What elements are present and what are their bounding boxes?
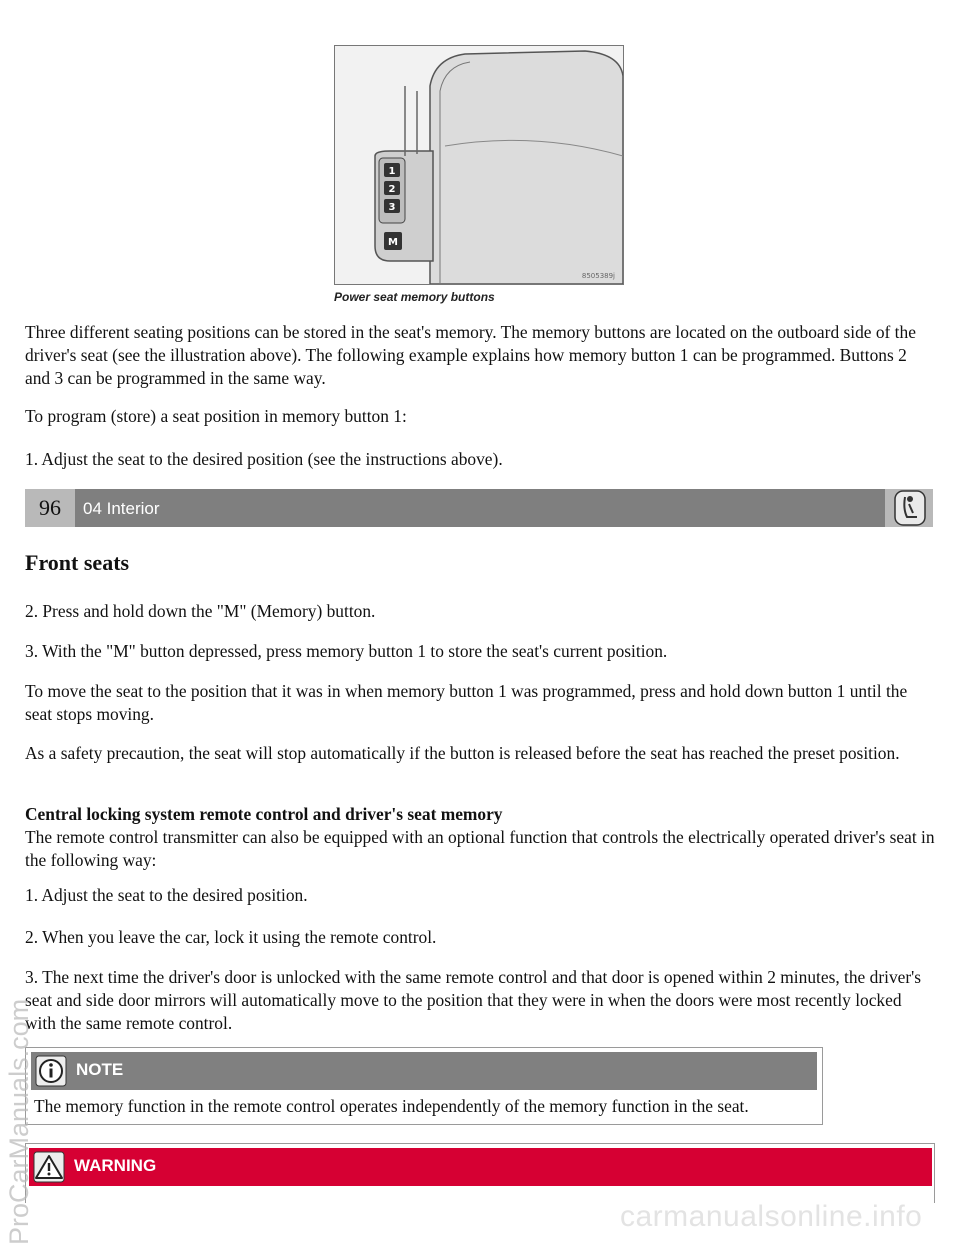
- memory-button-2: 2: [388, 184, 396, 195]
- warning-box: [25, 1143, 935, 1203]
- side-watermark: [0, 505, 40, 1245]
- chapter-icon-box: [885, 489, 933, 527]
- figure-code: 8505389j: [581, 272, 615, 280]
- seat-drawing: [335, 46, 623, 284]
- chapter-title: 04 Interior: [75, 489, 885, 527]
- memory-button-1: 1: [388, 166, 396, 177]
- note-text: The memory function in the remote control operates independently of the memory function in the seat.: [34, 1096, 749, 1116]
- side-watermark-text: ProCarManuals.com: [4, 998, 34, 1245]
- page-number: 96: [25, 489, 75, 527]
- seat-icon: [885, 489, 933, 527]
- remote-step-2: 2. When you leave the car, lock it using the remote control.: [25, 927, 437, 947]
- seat-memory-illustration: [334, 45, 624, 285]
- remote-step-3: 3. The next time the driver's door is unlocked with the same remote control and that door is opened within 2 minutes, the driver's seat and side door mirrors will automatically move to the position that they were in when the doors were most recently locked with the same remote control.: [25, 967, 922, 1033]
- warning-header: [29, 1148, 932, 1186]
- move-seat-paragraph: To move the seat to the position that it was in when memory button 1 was programmed, press and hold down button 1 until the seat stops moving.: [25, 681, 908, 724]
- step-1: 1. Adjust the seat to the desired position (see the instructions above).: [25, 449, 503, 469]
- step-3: 3. With the "M" button depressed, press memory button 1 to store the seat's current position.: [25, 641, 668, 661]
- warning-label: WARNING: [74, 1156, 157, 1175]
- note-header: [31, 1052, 817, 1090]
- remote-step-1: 1. Adjust the seat to the desired position.: [25, 885, 308, 905]
- bottom-watermark: carmanualsonline.info: [620, 1200, 923, 1233]
- remote-subheading: Central locking system remote control and driver's seat memory: [25, 804, 503, 824]
- remote-section: [25, 803, 935, 872]
- program-instruction: To program (store) a seat position in memory button 1:: [25, 406, 407, 426]
- intro-paragraph: Three different seating positions can be stored in the seat's memory. The memory buttons are located on the outboard side of the driver's seat (see the illustration above). The following example explains how memory button 1 can be programmed. Buttons 2 and 3 can be programmed in the same way.: [25, 322, 916, 388]
- section-title: Front seats: [25, 550, 130, 575]
- step-2: 2. Press and hold down the "M" (Memory) button.: [25, 601, 376, 621]
- safety-paragraph: As a safety precaution, the seat will stop automatically if the button is released before the seat has reached the preset position.: [25, 743, 900, 763]
- note-box: [25, 1047, 823, 1125]
- figure-caption: Power seat memory buttons: [334, 290, 495, 304]
- remote-paragraph: The remote control transmitter can also be equipped with an optional function that controls the electrically operated driver's seat in the following way:: [25, 827, 935, 870]
- memory-button-m: M: [388, 237, 398, 248]
- note-label: NOTE: [76, 1060, 124, 1079]
- memory-button-3: 3: [388, 202, 396, 213]
